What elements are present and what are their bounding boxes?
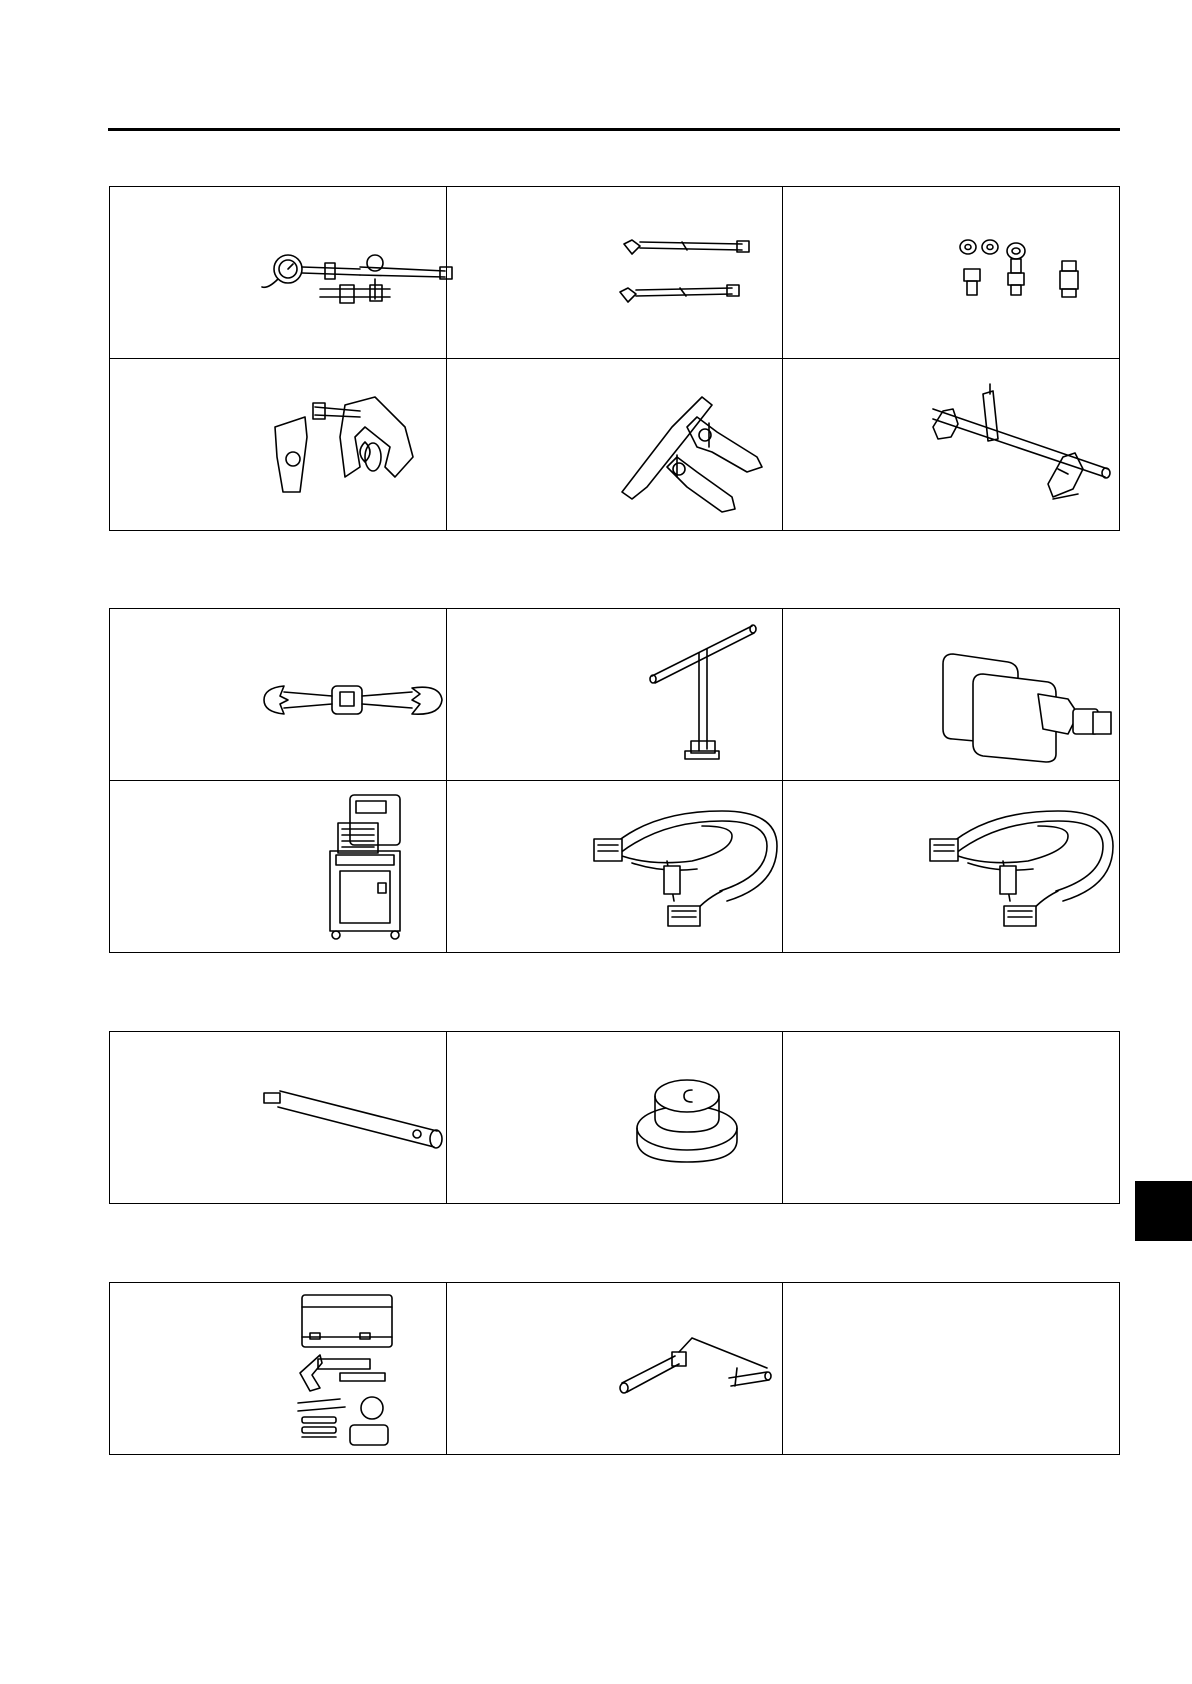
tool-cell bbox=[110, 781, 447, 953]
alignment-gauge-icon bbox=[923, 379, 1113, 509]
bearing-puller-icon bbox=[938, 644, 1118, 764]
tool-table-2 bbox=[109, 608, 1120, 953]
tool-table-3 bbox=[109, 1031, 1120, 1204]
tool-cell bbox=[110, 187, 447, 359]
tool-cell bbox=[446, 359, 783, 531]
harness-cable-icon bbox=[592, 791, 782, 941]
sealant-tool-kit-icon bbox=[290, 1293, 400, 1448]
tool-cell bbox=[110, 1283, 447, 1455]
tool-cell bbox=[783, 187, 1120, 359]
holding-tool-rod-icon bbox=[617, 1328, 777, 1398]
brake-hose-icon bbox=[612, 232, 752, 312]
tool-cell bbox=[783, 781, 1120, 953]
tool-cell bbox=[446, 187, 783, 359]
diagnostic-tester-cart-icon bbox=[320, 793, 410, 943]
flare-nut-wrench-icon bbox=[262, 674, 452, 724]
t-handle-icon bbox=[647, 621, 757, 771]
tool-cell bbox=[783, 609, 1120, 781]
pressure-gauge-hose-icon bbox=[260, 249, 460, 319]
tool-cell bbox=[110, 609, 447, 781]
bearing-installer-disc-icon bbox=[632, 1070, 742, 1165]
header-rule bbox=[108, 128, 1120, 131]
tool-cell bbox=[110, 359, 447, 531]
tool-table-1 bbox=[109, 186, 1120, 531]
tool-cell bbox=[446, 609, 783, 781]
bleeder-screws-icon bbox=[958, 237, 1088, 312]
spring-compressor-icon bbox=[617, 387, 777, 517]
harness-cable-icon bbox=[928, 791, 1118, 941]
tool-cell bbox=[783, 359, 1120, 531]
section-tab-marker bbox=[1135, 1181, 1192, 1241]
tool-cell bbox=[110, 1032, 447, 1204]
tool-table-4 bbox=[109, 1282, 1120, 1455]
tool-cell-empty bbox=[783, 1283, 1120, 1455]
tool-cell bbox=[446, 1032, 783, 1204]
tool-cell-empty bbox=[783, 1032, 1120, 1204]
tool-cell bbox=[446, 781, 783, 953]
tool-cell bbox=[446, 1283, 783, 1455]
drift-bar-icon bbox=[262, 1087, 447, 1157]
ball-joint-remover-icon bbox=[265, 397, 425, 507]
